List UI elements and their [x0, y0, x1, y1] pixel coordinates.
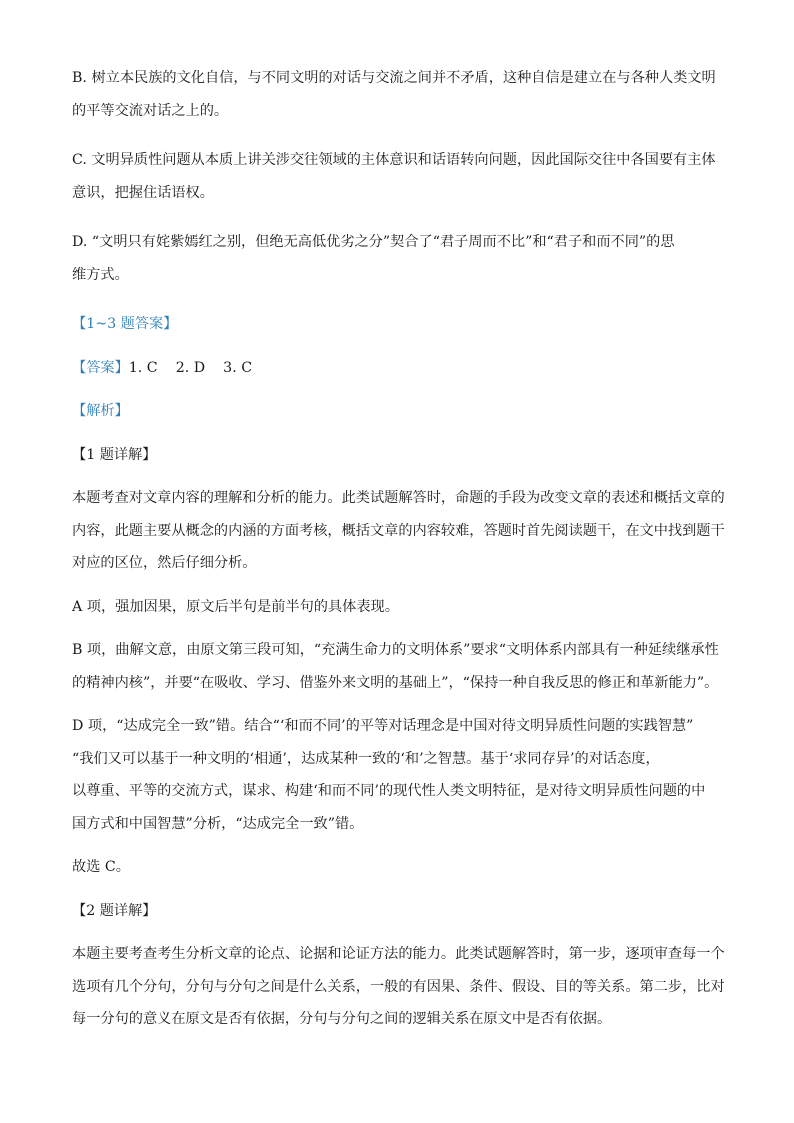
- q1-intro-line-2: 内容，此题主要从概念的内涵的方面考核，概括文章的内容较难，答题时首先阅读题干，在文中找到题干: [72, 522, 725, 539]
- q1-conclusion: 故选 C。: [72, 859, 130, 875]
- q1-item-d-line-3: 以尊重、平等的交流方式，谋求、构建‘和而不同’的现代性人类文明特征，是对待文明异质性问题的中: [72, 783, 706, 799]
- document-page: [72, 62, 726, 1036]
- q1-item-b-line-1: B 项，曲解文意，由原文第三段可知，“充满生命力的文明体系”要求“文明体系内部具有一种延续继承性: [72, 642, 719, 658]
- option-c-line-1: C. 文明异质性问题从本质上讲关涉交往领域的主体意识和话语转向问题，因此国际交往中各国要有主体: [72, 152, 716, 168]
- q1-item-b: [72, 634, 726, 699]
- q1-intro-line-1: 本题考查对文章内容的理解和分析的能力。此类试题解答时，命题的手段为改变文章的表述和概括文章的: [72, 490, 725, 506]
- q1-intro-line-3: 对应的区位，然后仔细分析。: [72, 555, 257, 571]
- answer-label: 【答案】: [72, 359, 129, 376]
- option-b-line-2: 的平等交流对话之上的。: [72, 102, 229, 119]
- answer-section-header: 【1~3 题答案】: [72, 316, 178, 332]
- q1-item-d-line-4: 国方式和中国智慧”分析，“达成完全一致”错。: [72, 815, 364, 832]
- q2-header: 【2 题详解】: [72, 902, 157, 919]
- q1-item-d-line-1: D 项，“达成完全一致”错。结合“‘和而不同’的平等对话理念是中国对待文明异质性问题的实践智慧”: [72, 718, 694, 734]
- option-d: [72, 226, 726, 291]
- option-d-line-1: D. “文明只有姹紫嫣红之别，但绝无高低优劣之分”契合了“君子周而不比”和“君子和而不同”的思: [72, 234, 675, 250]
- option-c-line-2: 意识，把握住话语权。: [72, 184, 214, 201]
- q1-item-a: A 项，强加因果，原文后半句是前半句的具体表现。: [72, 598, 399, 615]
- q1-item-b-line-2: 的精神内核”，并要“在吸收、学习、借鉴外来文明的基础上”，“保持一种自我反思的修正和革新能力”。: [72, 674, 719, 691]
- option-b-line-1: B. 树立本民族的文化自信，与不同文明的对话与交流之间并不矛盾，这种自信是建立在与各种人类文明: [72, 70, 716, 86]
- q1-intro: [72, 482, 726, 580]
- q2-intro-line-3: 每一分句的意义在原文是否有依据，分句与分句之间的逻辑关系在原文中是否有依据。: [72, 1011, 612, 1027]
- option-d-line-2: 维方式。: [72, 266, 129, 283]
- q2-intro-line-1: 本题主要考查考生分析文章的论点、论据和论证方法的能力。此类试题解答时，第一步，逐项审查每一个: [72, 946, 725, 962]
- option-b: [72, 62, 726, 127]
- q1-item-d: [72, 710, 726, 840]
- q2-intro-line-2: 选项有几个分句，分句与分句之间是什么关系，一般的有因果、条件、假设、目的等关系。第二步，比对: [72, 978, 725, 995]
- q2-intro: [72, 938, 726, 1036]
- answer-values: 1. C 2. D 3. C: [128, 359, 253, 376]
- q1-header: 【1 题详解】: [72, 446, 157, 463]
- analysis-label: 【解析】: [72, 403, 129, 419]
- answer-line: [72, 352, 726, 385]
- q1-item-d-line-2: “我们又可以基于一种文明的‘相通’，达成某种一致的‘和’之智慧。基于‘求同存异’的对话态度，: [72, 750, 660, 767]
- option-c: [72, 144, 726, 209]
